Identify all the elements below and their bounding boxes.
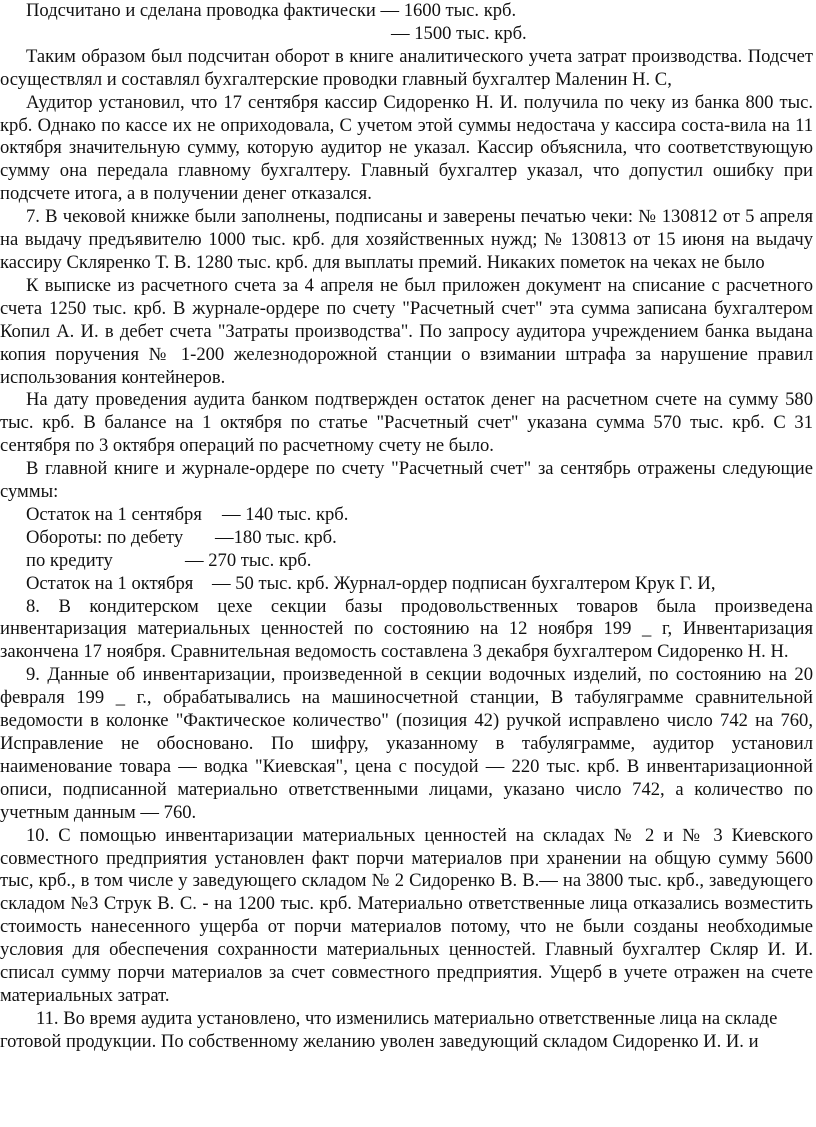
balance-row (0, 504, 813, 527)
row-value: — 50 тыс. крб. Журнал-ордер подписан бухгалтером Крук Г. И, (212, 572, 716, 594)
paragraph: Таким образом был подсчитан оборот в книге аналитического учета затрат производства. Подсчет осуществлял и составлял бухгалтерские проводки главный бухгалтер Маленин Н. С, (0, 45, 813, 90)
row-value: — 270 тыс. крб. (185, 549, 312, 571)
paragraph: 10. С помощью инвентаризации материальных ценностей на складах № 2 и № 3 Киевского совместного предприятия установлен факт порчи материалов при хранении на общую сумму 5600 тыс, крб., в том числе у заведующего складом № 2 Сидоренко В. В.— на 3800 тыс. крб., заведующего складом №3 Струк В. С. - на 1200 тыс. крб. Материально ответственные лица отказались возместить стоимость нанесенного ущерба от порчи материалов потому, что не были созданы необходимые условия для обеспечения сохранности материальных ценностей. Главный бухгалтер Скляр И. И. списал сумму порчи материалов за счет совместного предприятия. Ущерб в учете отражен на счете материальных затрат. (0, 824, 813, 1006)
paragraph: 8. В кондитерском цехе секции базы продовольственных товаров была произведена инвентаризация материальных ценностей по состоянию на 12 ноября 199 _ г, Инвентаризация закончена 17 ноября. Сравнительная ведомость составлена 3 декабря бухгалтером Сидоренко Н. Н. (0, 595, 813, 663)
balance-row (0, 573, 813, 596)
row-label: Остаток на 1 сентября (26, 503, 202, 525)
paragraph: 7. В чековой книжке были заполнены, подписаны и заверены печатью чеки: № 130812 от 5 апреля на выдачу предъявителю 1000 тыс. крб. для хозяйственных нужд; № 130813 от 15 июня на выдачу кассиру Скляренко Т. В. 1280 тыс. крб. для выплаты премий. Никаких пометок на чеках не было (0, 206, 813, 273)
text-line: — 1500 тыс. крб. (391, 22, 527, 44)
row-value: — 140 тыс. крб. (222, 503, 349, 525)
paragraph: 9. Данные об инвентаризации, произведенной в секции водочных изделий, по состоянию на 20 февраля 199 _ г., обрабатывались на машиносчетной станции, В табуляграмме сравнительной ведомости в колонке "Фактическое количество" (позиция 42) ручкой исправлено число 742 на 760, Исправление не обосновано. По шифру, указанному в табуляграмме, аудитор установил наименование товара — водка "Киевская", цена с посудой — 220 тыс. крб. В инвентаризационной описи, подписанной материально ответственными лицами, указано число 742, а количество по учетным данным — 760. (0, 664, 813, 823)
paragraph: К выписке из расчетного счета за 4 апреля не был приложен документ на списание с расчетного счета 1250 тыс. крб. В журнале-ордере по счету "Расчетный счет" эта сумма записана бухгалтером Копил А. И. в дебет счета "Затраты производства". По запросу аудитора учреждением банка выдана копия поручения № 1-200 железнодорожной станции о взимании штрафа за нарушение правил использования контейнеров. (0, 274, 813, 388)
paragraph: На дату проведения аудита банком подтвержден остаток денег на расчетном счете на сумму 580 тыс. крб. В балансе на 1 октября по статье "Расчетный счет" указана сумма 570 тыс. крб. С 31 сентября по 3 октября операций по расчетному счету не было. (0, 389, 813, 457)
row-label: Обороты: по дебету (26, 526, 184, 548)
paragraph: Аудитор установил, что 17 сентября кассир Сидоренко Н. И. получила по чеку из банка 800 тыс. крб. Однако по кассе их не оприходовала, С учетом этой суммы недостача у кассира соста-вила на 11 октября значительную сумму, которую аудитор не указал. Кассир объяснила, что соответствующую сумму она передала главному бухгалтеру. Главный бухгалтер указал, что допустил ошибку при подсчете итога, а в получении денег отказался. (0, 91, 813, 205)
row-label: по кредиту (26, 549, 113, 571)
balance-row (0, 550, 813, 573)
row-value: —180 тыс. крб. (215, 526, 337, 548)
paragraph: 11. Во время аудита установлено, что изменились материально ответственные лица на складе готовой продукции. По собственному желанию уволен заведующий складом Сидоренко И. И. и (0, 1007, 778, 1052)
row-label: Остаток на 1 октября (26, 572, 194, 594)
paragraph: В главной книге и журнале-ордере по счету "Расчетный счет" за сентябрь отражены следующие суммы: (0, 458, 813, 503)
text-line: Подсчитано и сделана проводка фактически — 1600 тыс. крб. (26, 0, 517, 21)
balance-row (0, 527, 813, 550)
